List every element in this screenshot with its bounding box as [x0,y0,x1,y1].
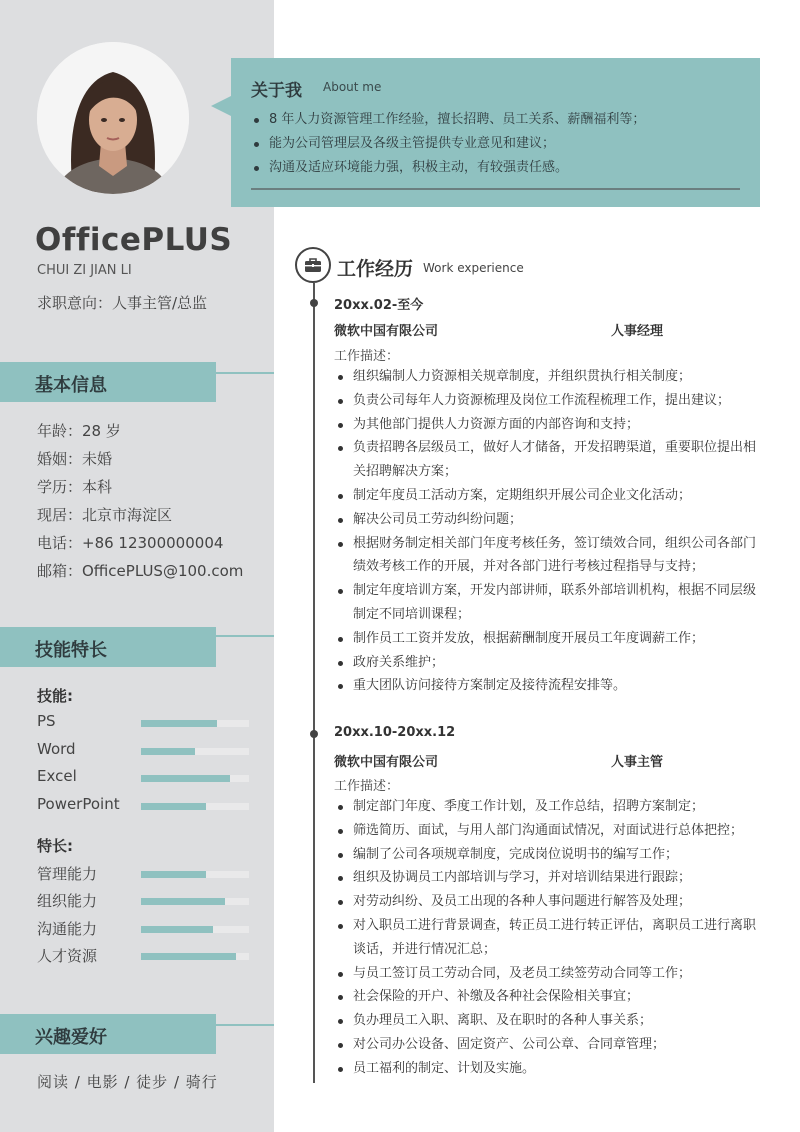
duty-item: 组织编制人力资源相关规章制度，并组织贯执行相关制度； [334,365,764,389]
info-residence: 现居：北京市海淀区 [37,506,173,524]
job-position: 人事主管 [611,755,664,770]
skill-bar [141,720,249,727]
job-duties [334,795,764,1081]
profile-photo [37,42,189,194]
about-divider [251,188,740,190]
duty-item: 负责公司每年人力资源梳理及岗位工作流程梳理工作，提出建议； [334,389,764,413]
basic-info-list [37,421,243,589]
duty-item: 对劳动纠纷、及员工出现的各种人事问题进行解答及处理； [334,890,764,914]
duty-item: 对公司办公设备、固定资产、公司公章、合同章管理； [334,1033,764,1057]
candidate-pinyin: CHUI ZI JIAN LI [37,263,132,278]
about-title: 关于我 [251,81,302,101]
skill-name: Excel [37,767,77,785]
duty-item: 组织及协调员工内部培训与学习，并对培训结果进行跟踪； [334,866,764,890]
about-item: 沟通及适应环境能力强，积极主动，有较强责任感。 [251,158,645,182]
about-item: 能为公司管理层及各级主管提供专业意见和建议； [251,134,645,158]
specialty-bar-fill [141,953,236,960]
duty-item: 负责招聘各层级员工，做好人才储备，开发招聘渠道，重要职位提出相关招聘解决方案； [334,436,764,484]
job-objective: 求职意向：人事主管/总监 [37,294,208,312]
duty-item: 解决公司员工劳动纠纷问题； [334,508,764,532]
section-divider [216,372,274,374]
timeline-dot [310,730,318,738]
job-description-label: 工作描述： [334,349,400,364]
timeline-dot [310,299,318,307]
info-email: 邮箱：OfficePLUS@100.com [37,562,244,580]
specialty-bar-fill [141,926,213,933]
hobbies-text: 阅读 / 电影 / 徒步 / 骑行 [37,1073,218,1091]
duty-item: 重大团队访问接待方案制定及接待流程安排等。 [334,674,764,698]
about-item: 8 年人力资源管理工作经验，擅长招聘、员工关系、薪酬福利等； [251,110,645,134]
experience-subtitle: Work experience [423,261,524,275]
info-age: 年龄：28 岁 [37,422,121,440]
specialty-name: 组织能力 [37,892,98,910]
section-header-skills [0,627,216,667]
about-subtitle: About me [323,80,382,94]
specialty-name: 管理能力 [37,865,98,883]
about-me-panel [231,58,760,207]
specialties-label: 特长: [37,837,73,855]
duty-item: 政府关系维护； [334,651,764,675]
section-header-hobbies [0,1014,216,1054]
skill-name: PowerPoint [37,795,120,813]
skill-name: Word [37,740,76,758]
skill-row [37,795,249,815]
duty-item: 社会保险的开户、补缴及各种社会保险相关事宜； [334,985,764,1009]
skill-bar [141,803,249,810]
section-title: 基本信息 [35,375,107,396]
experience-timeline [313,283,315,1083]
job-date: 20xx.02-至今 [334,298,424,313]
job-position: 人事经理 [611,324,664,339]
specialty-bar [141,953,249,960]
skill-bar-fill [141,803,206,810]
info-phone: 电话：+86 12300000004 [37,534,224,552]
specialty-row [37,890,249,910]
specialty-bar-fill [141,898,225,905]
skill-row [37,740,249,760]
duty-item: 为其他部门提供人力资源方面的内部咨询和支持； [334,413,764,437]
section-title: 兴趣爱好 [35,1027,107,1048]
skill-row [37,767,249,787]
job-description-label: 工作描述： [334,779,400,794]
about-list [251,110,645,182]
skill-bar-fill [141,748,195,755]
skill-bar-fill [141,775,230,782]
specialty-name: 沟通能力 [37,920,98,938]
duty-item: 编制了公司各项规章制度，完成岗位说明书的编写工作； [334,843,764,867]
specialty-bar [141,871,249,878]
briefcase-icon [295,247,331,283]
duty-item: 筛选简历、面试，与用人部门沟通面试情况，对面试进行总体把控； [334,819,764,843]
skill-bar [141,748,249,755]
job-date: 20xx.10-20xx.12 [334,725,456,740]
duty-item: 根据财务制定相关部门年度考核任务，签订绩效合同，组织公司各部门绩效考核工作的开展，并对各部门进行考核过程指导与支持； [334,532,764,580]
duty-item: 对入职员工进行背景调查，转正员工进行转正评估，离职员工进行离职谈话，并进行情况汇总； [334,914,764,962]
specialty-row [37,918,249,938]
job-company: 微软中国有限公司 [334,324,439,339]
duty-item: 员工福利的制定、计划及实施。 [334,1057,764,1081]
specialty-row [37,863,249,883]
specialty-bar [141,898,249,905]
section-title: 技能特长 [35,640,107,661]
job-duties [334,365,764,698]
skill-row [37,712,249,732]
skill-name: PS [37,712,56,730]
info-education: 学历：本科 [37,478,113,496]
duty-item: 制定年度培训方案，开发内部讲师，联系外部培训机构，根据不同层级制定不同培训课程； [334,579,764,627]
duty-item: 制作员工工资并发放，根据薪酬制度开展员工年度调薪工作； [334,627,764,651]
specialty-bar-fill [141,871,206,878]
specialty-row [37,945,249,965]
section-divider [216,635,274,637]
job-company: 微软中国有限公司 [334,755,439,770]
specialty-bar [141,926,249,933]
section-header-basic-info [0,362,216,402]
skill-bar [141,775,249,782]
section-divider [216,1024,274,1026]
candidate-name: OfficePLUS [35,222,233,258]
duty-item: 制定部门年度、季度工作计划，及工作总结，招聘方案制定； [334,795,764,819]
duty-item: 与员工签订员工劳动合同，及老员工续签劳动合同等工作； [334,962,764,986]
experience-title: 工作经历 [337,258,414,280]
skills-label: 技能: [37,687,73,705]
skill-bar-fill [141,720,217,727]
info-marital: 婚姻：未婚 [37,450,113,468]
duty-item: 制定年度员工活动方案，定期组织开展公司企业文化活动； [334,484,764,508]
specialty-name: 人才资源 [37,947,98,965]
speech-tail [211,96,231,116]
duty-item: 负办理员工入职、离职、及在职时的各种人事关系； [334,1009,764,1033]
